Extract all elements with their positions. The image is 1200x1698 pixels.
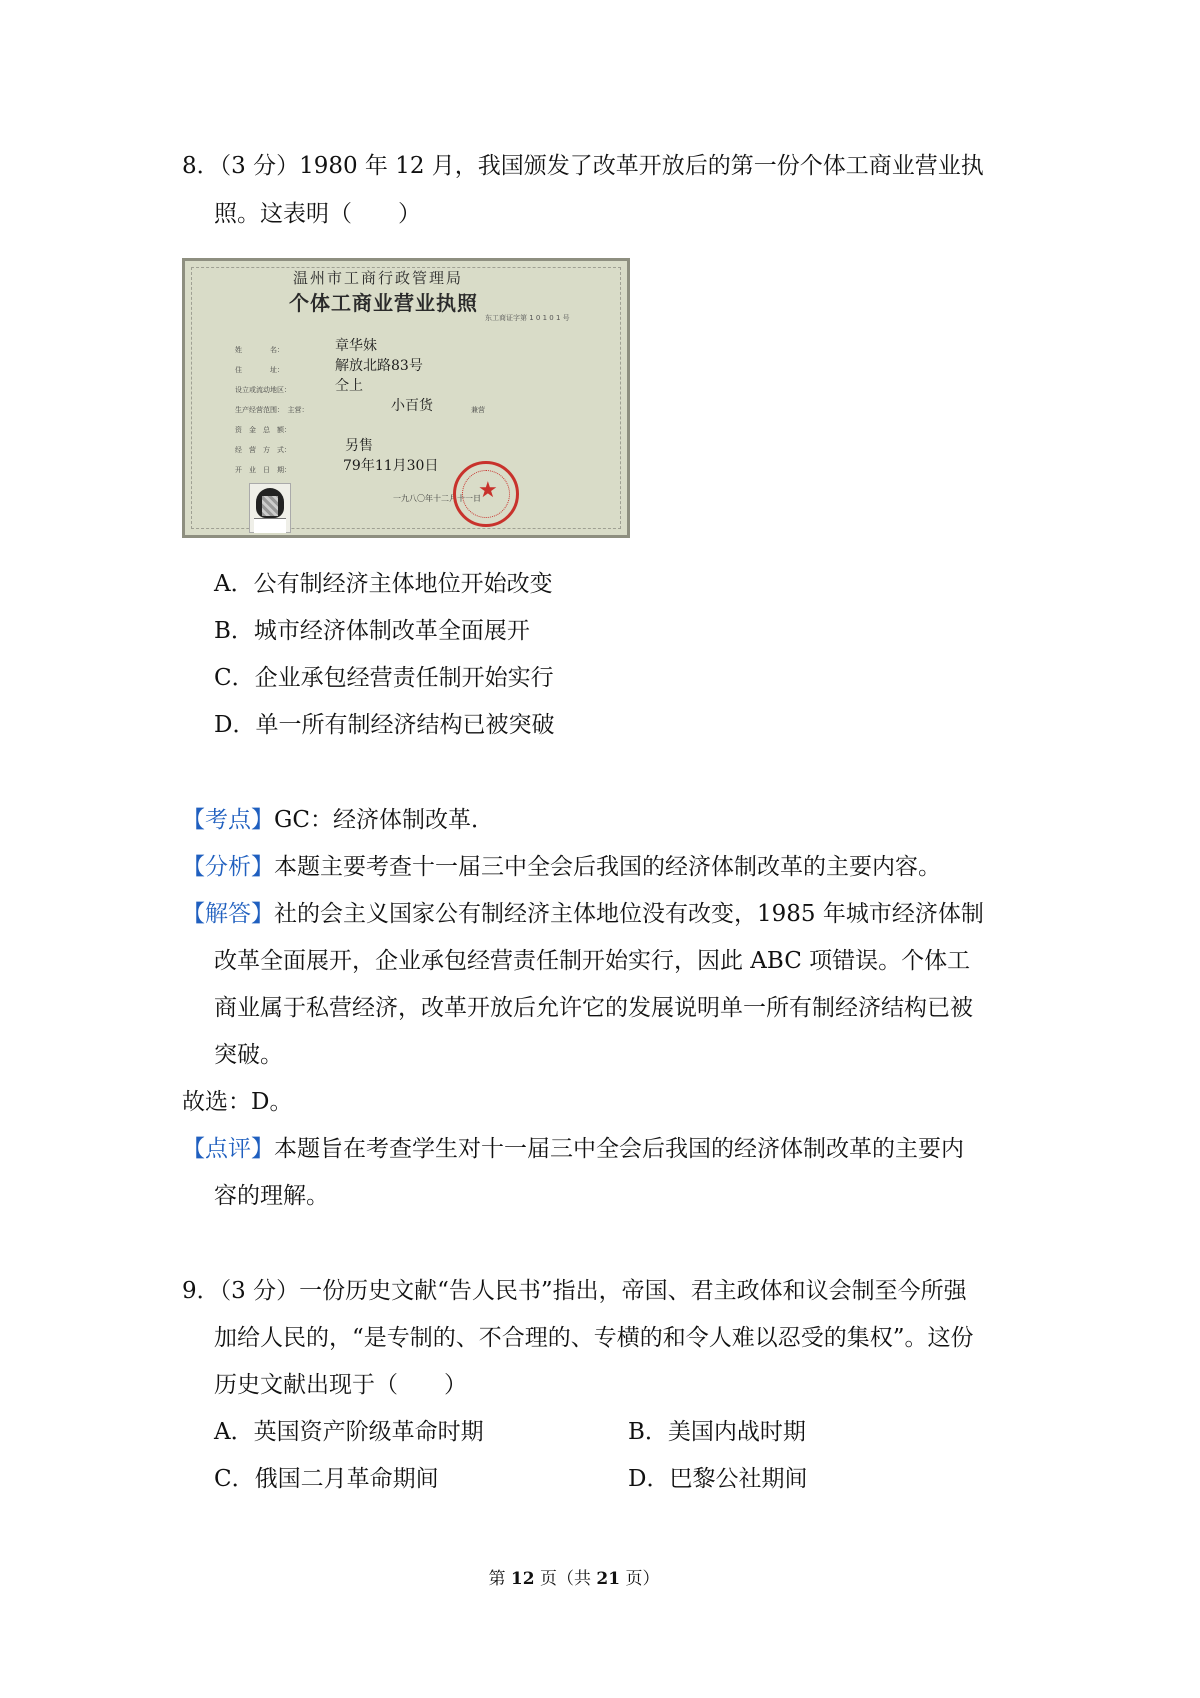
license-field-label: 经 营 方 式：: [235, 446, 291, 454]
q9-option-c: C．俄国二月革命期间: [214, 1466, 439, 1492]
license-field-label: 住 址：: [235, 366, 284, 374]
jieda-line: [182, 898, 984, 930]
footer-suffix: 页）: [625, 1569, 660, 1589]
license-issue-date: 一九八〇年十二月十一日: [393, 494, 481, 503]
license-field-value: 79年11月30日: [343, 458, 439, 474]
star-icon: ★: [478, 478, 498, 503]
license-field-value: 小百货: [391, 398, 433, 414]
kaodian-tag: 【考点】: [182, 807, 274, 833]
license-issuer: 温州市工商行政管理局: [293, 269, 464, 287]
kaodian-line: [182, 804, 494, 836]
license-reg-no: 东工商证字第 1 0 1 0 1 号: [485, 314, 570, 322]
kaodian-text: GC：经济体制改革．: [274, 807, 494, 833]
q9-stem-line1: 9．（3 分）一份历史文献“告人民书”指出，帝国、君主政体和议会制至今所强: [182, 1278, 967, 1304]
q9-stem-line3: 历史文献出现于（ ）: [214, 1372, 467, 1398]
q8-option-a: A．公有制经济主体地位开始改变: [214, 571, 553, 597]
answer-line: 故选：D。: [182, 1089, 293, 1115]
license-field-label: 开 业 日 期：: [235, 466, 291, 474]
license-field-value: 仝上: [335, 378, 363, 394]
footer-page-number: 12: [510, 1569, 535, 1589]
license-field-value: 章华妹: [335, 338, 377, 354]
q9-option-b: B．美国内战时期: [628, 1419, 806, 1445]
license-side-label: 兼营: [471, 406, 485, 414]
q9-stem-line2: 加给人民的，“是专制的、不合理的、专横的和令人难以忍受的集权”。这份: [214, 1325, 974, 1351]
jieda-text-line1: 社的会主义国家公有制经济主体地位没有改变，1985 年城市经济体制: [274, 901, 984, 927]
license-field-label: 资 金 总 额：: [235, 426, 291, 434]
license-field-value: 解放北路83号: [335, 358, 423, 374]
portrait-body: [254, 518, 286, 533]
business-license-photo: [182, 258, 630, 538]
portrait-face-blurred: [262, 496, 278, 516]
footer-prefix: 第: [488, 1569, 506, 1589]
q8-option-c: C．企业承包经营责任制开始实行: [214, 665, 554, 691]
jieda-text-line3: 商业属于私营经济，改革开放后允许它的发展说明单一所有制经济结构已被: [214, 995, 973, 1021]
q8-option-d: D．单一所有制经济结构已被突破: [214, 712, 555, 738]
fenxi-text: 本题主要考查十一届三中全会后我国的经济体制改革的主要内容。: [274, 854, 941, 880]
dianping-text-line2: 容的理解。: [214, 1183, 329, 1209]
q8-stem-line2: 照。这表明（ ）: [214, 201, 421, 227]
footer-mid: 页（共: [540, 1569, 591, 1589]
fenxi-line: [182, 851, 941, 883]
jieda-text-line4: 突破。: [214, 1042, 283, 1068]
license-field-value: 另售: [345, 438, 373, 454]
official-seal: [453, 461, 519, 527]
license-field-label: 姓 名：: [235, 346, 284, 354]
q8-option-b: B．城市经济体制改革全面展开: [214, 618, 530, 644]
portrait-photo: [249, 483, 291, 533]
q9-option-d: D．巴黎公社期间: [628, 1466, 808, 1492]
jieda-tag: 【解答】: [182, 901, 274, 927]
q8-stem-line1: 8．（3 分）1980 年 12 月，我国颁发了改革开放后的第一份个体工商业营业执: [182, 153, 984, 179]
fenxi-tag: 【分析】: [182, 854, 274, 880]
dianping-line: [182, 1133, 964, 1165]
page-footer: [0, 1568, 1148, 1590]
footer-total-pages: 21: [596, 1569, 621, 1589]
license-field-label: 生产经营范围： 主营：: [235, 406, 309, 414]
q9-option-a: A．英国资产阶级革命时期: [214, 1419, 484, 1445]
dianping-tag: 【点评】: [182, 1136, 274, 1162]
license-title: 个体工商业营业执照: [289, 291, 478, 315]
license-field-label: 设立或流动地区：: [235, 386, 291, 394]
jieda-text-line2: 改革全面展开，企业承包经营责任制开始实行，因此 ABC 项错误。个体工: [214, 948, 971, 974]
dianping-text-line1: 本题旨在考查学生对十一届三中全会后我国的经济体制改革的主要内: [274, 1136, 964, 1162]
